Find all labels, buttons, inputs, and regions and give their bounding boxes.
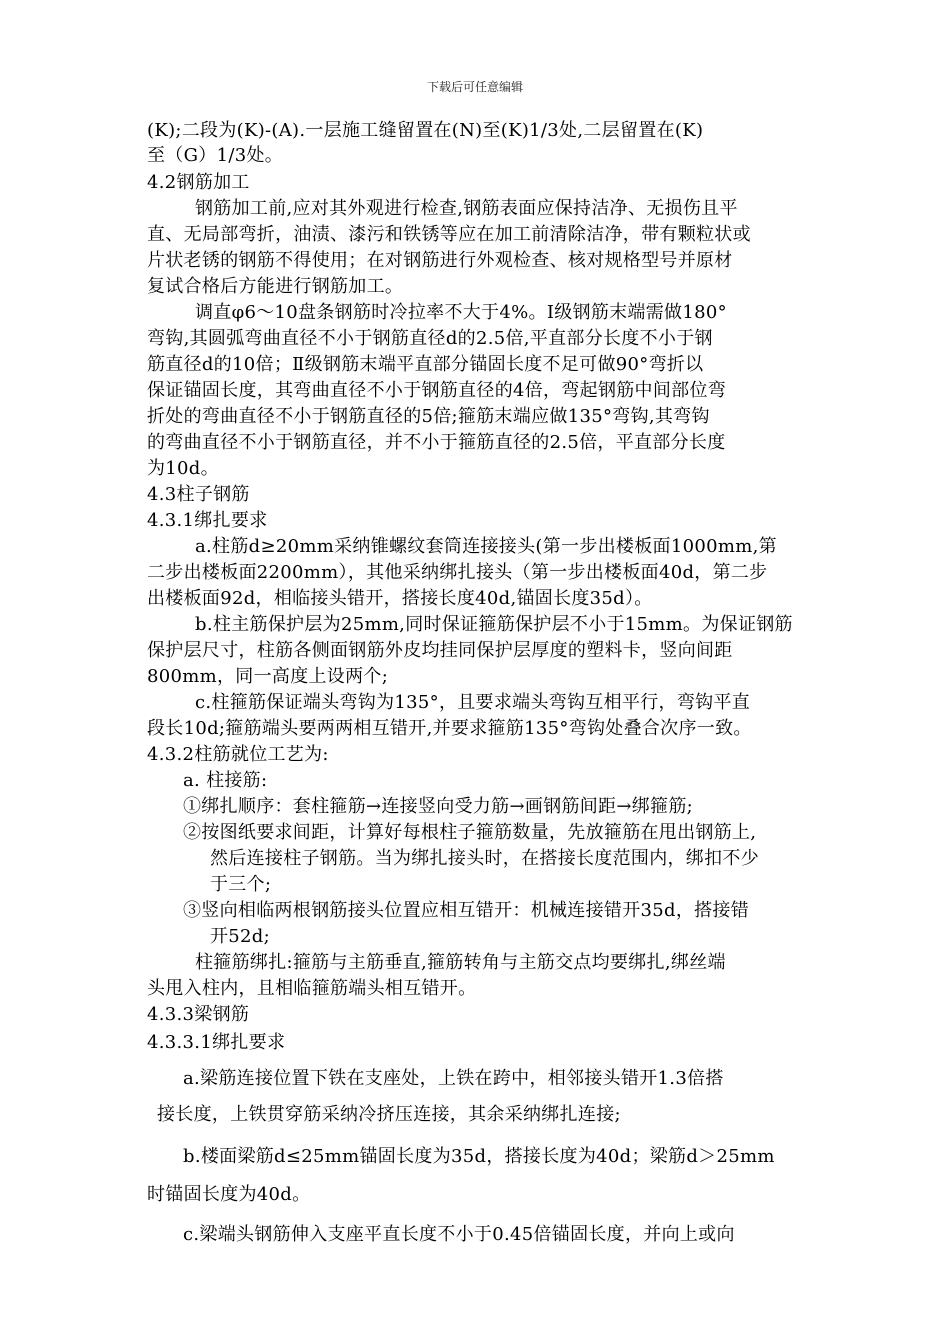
text-line: 为10d。 xyxy=(147,458,219,479)
text-line: ③竖向相临两根钢筋接头位置应相互错开：机械连接错开35d，搭接错 xyxy=(183,900,750,921)
text-line: 保护层尺寸，柱筋各侧面钢筋外皮均挂同保护层厚度的塑料卡，竖向间距 xyxy=(147,640,733,661)
text-line: 4.3.1绑扎要求 xyxy=(147,510,268,531)
text-line: 接长度，上铁贯穿筋采纳冷挤压连接，其余采纳绑扎连接; xyxy=(157,1104,621,1125)
text-line: 4.3.2柱筋就位工艺为: xyxy=(147,744,329,765)
page-header: 下载后可任意编辑 xyxy=(426,80,523,94)
text-line: 段长10d;箍筋端头要两两相互错开,并要求箍筋135°弯钩处叠合次序一致。 xyxy=(147,718,752,739)
text-line: 筋直径d的10倍；Ⅱ级钢筋末端平直部分锚固长度不足可做90°弯折以 xyxy=(147,354,704,375)
text-line: 800mm，同一高度上设两个; xyxy=(147,666,389,687)
text-line: 4.2钢筋加工 xyxy=(147,172,250,193)
text-line: 4.3.3.1绑扎要求 xyxy=(147,1032,286,1053)
text-line: 头甩入柱内，且相临箍筋端头相互错开。 xyxy=(147,978,477,999)
text-line: 片状老锈的钢筋不得使用；在对钢筋进行外观检查、核对规格型号并原材 xyxy=(147,250,733,271)
text-line: 钢筋加工前,应对其外观进行检查,钢筋表面应保持洁净、无损伤且平 xyxy=(195,198,738,219)
text-line: 然后连接柱子钢筋。当为绑扎接头时，在搭接长度范围内，绑扣不少 xyxy=(210,848,759,869)
text-line: 弯钩,其圆弧弯曲直径不小于钢筋直径d的2.5倍,平直部分长度不小于钢 xyxy=(147,328,713,349)
text-line: c.梁端头钢筋伸入支座平直长度不小于0.45倍锚固长度，并向上或向 xyxy=(183,1224,735,1245)
text-line: 至（G）1/3处。 xyxy=(147,145,284,166)
text-line: a.柱筋d≥20mm采纳锥螺纹套筒连接接头(第一步出楼板面1000mm,第 xyxy=(195,536,777,557)
text-line: 于三个; xyxy=(210,874,272,895)
text-line: 复试合格后方能进行钢筋加工。 xyxy=(147,276,404,297)
text-line: a. 柱接筋: xyxy=(183,770,268,791)
text-line: 调直φ6～10盘条钢筋时冷拉率不大于4%。Ⅰ级钢筋末端需做180° xyxy=(195,302,727,323)
text-line: 折处的弯曲直径不小于钢筋直径的5倍;箍筋末端应做135°弯钩,其弯钩 xyxy=(147,406,710,427)
text-line: (K);二段为(K)-(A).一层施工缝留置在(N)至(K)1/3处,二层留置在(K) xyxy=(147,120,704,141)
text-line: c.柱箍筋保证端头弯钩为135°，且要求端头弯钩互相平行，弯钩平直 xyxy=(195,692,751,713)
text-line: 的弯曲直径不小于钢筋直径，并不小于箍筋直径的2.5倍，平直部分长度 xyxy=(147,432,726,453)
text-line: 4.3.3梁钢筋 xyxy=(147,1004,250,1025)
text-line: 4.3柱子钢筋 xyxy=(147,484,250,505)
text-line: 出楼板面92d，相临接头错开，搭接长度40d,锚固长度35d）。 xyxy=(147,588,653,609)
text-line: a.梁筋连接位置下铁在支座处，上铁在跨中，相邻接头错开1.3倍搭 xyxy=(183,1068,724,1089)
text-line: 时锚固长度为40d。 xyxy=(147,1184,311,1205)
text-line: b.楼面梁筋d≤25mm锚固长度为35d，搭接长度为40d；梁筋d＞25mm xyxy=(183,1146,775,1167)
text-line: 开52d; xyxy=(210,926,270,947)
text-line: 二步出楼板面2200mm），其他采纳绑扎接头（第一步出楼板面40d，第二步 xyxy=(147,562,768,583)
text-line: 直、无局部弯折，油渍、漆污和铁锈等应在加工前清除洁净，带有颗粒状或 xyxy=(147,224,751,245)
text-line: ①绑扎顺序：套柱箍筋→连接竖向受力筋→画钢筋间距→绑箍筋; xyxy=(183,796,694,817)
text-line: 保证锚固长度，其弯曲直径不小于钢筋直径的4倍，弯起钢筋中间部位弯 xyxy=(147,380,727,401)
text-line: 柱箍筋绑扎:箍筋与主筋垂直,箍筋转角与主筋交点均要绑扎,绑丝端 xyxy=(195,952,726,973)
text-line: b.柱主筋保护层为25mm,同时保证箍筋保护层不小于15mm。为保证钢筋 xyxy=(195,614,793,635)
text-line: ②按图纸要求间距，计算好每根柱子箍筋数量，先放箍筋在甩出钢筋上, xyxy=(183,822,757,843)
